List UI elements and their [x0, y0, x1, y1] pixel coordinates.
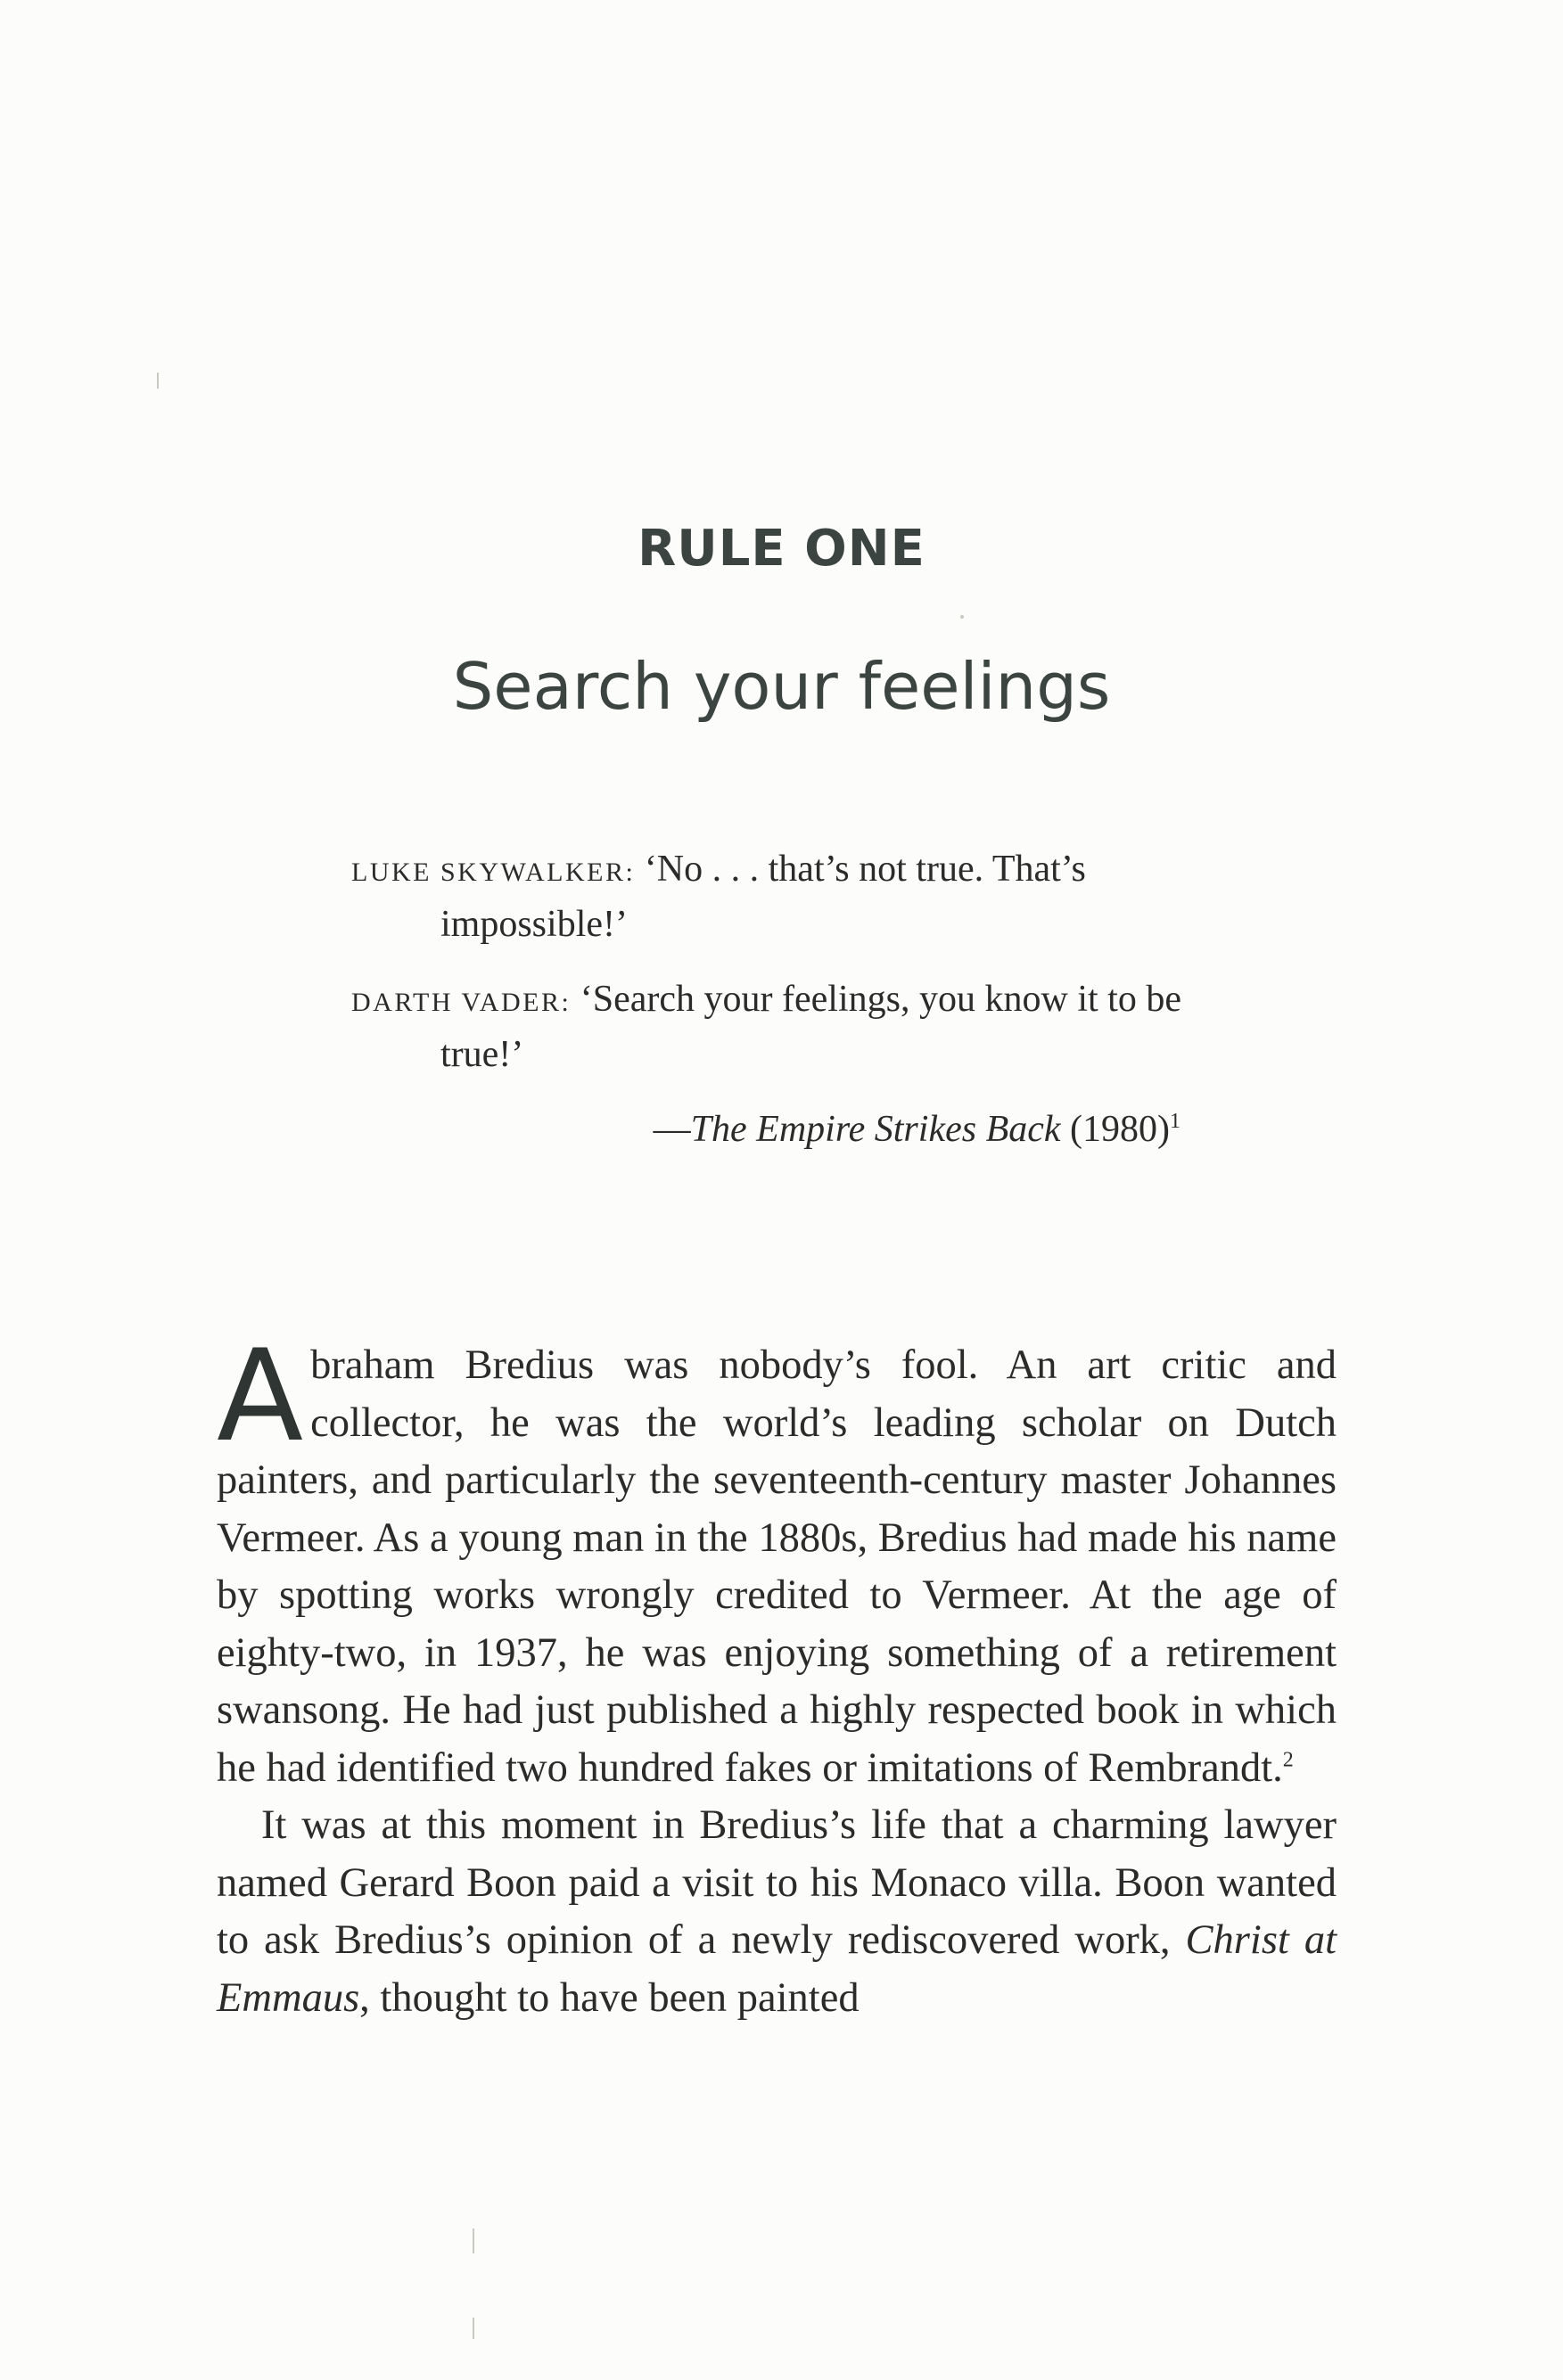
film-title: The Empire Strikes Back [690, 1109, 1061, 1150]
epigraph-line-luke [351, 843, 1189, 950]
drop-cap: A [217, 1323, 304, 1470]
scan-mark [473, 2318, 474, 2339]
paragraph-text: , thought to have been painted [359, 1974, 860, 2021]
film-year: (1980) [1060, 1109, 1170, 1150]
paragraph-text: braham Bredius was nobody’s fool. An art critic and collector, he was the world’s leading scholar on Dutch painters, and particularly the seventeenth-century master Johannes Vermeer. As a young man in the 1880s, Bredius had made his name by spotting works wrongly credited to Vermeer. At the age of eighty-two, in 1937, he was enjoying something of a retirement swansong. He had just published a highly respected book in which he had identified two hundred fakes or imitations of Rembrandt. [217, 1342, 1337, 1791]
speaker-name: DARTH VADER: [351, 988, 572, 1017]
paragraph-text: It was at this moment in Bredius’s life that a charming lawyer named Gerard Boon paid a visit to his Monaco villa. Boon wanted to ask Bredius’s opinion of a newly rediscovered work, [217, 1802, 1337, 1963]
chapter-title: Search your feelings [452, 649, 1111, 724]
scan-mark [157, 373, 159, 389]
epigraph [351, 843, 1189, 1155]
epigraph-line-vader [351, 973, 1189, 1080]
footnote-marker: 2 [1282, 1748, 1294, 1771]
attribution-dash: — [653, 1109, 691, 1150]
epigraph-attribution [351, 1104, 1189, 1155]
speech-text: ‘No . . . that’s not true. That’s impossible!’ [440, 849, 1086, 945]
painting-title: Christ at Emmaus [217, 1917, 1337, 2021]
chapter-label: RULE ONE [638, 520, 925, 578]
body-text [217, 1323, 1337, 2027]
paragraph-1 [217, 1323, 1337, 1797]
scan-mark [960, 615, 964, 619]
speech-text: ‘Search your feelings, you know it to be true!’ [440, 979, 1181, 1075]
paragraph-2 [217, 1797, 1337, 2027]
scan-mark [473, 2228, 474, 2253]
speaker-name: LUKE SKYWALKER: [351, 858, 636, 887]
footnote-marker: 1 [1170, 1110, 1180, 1133]
